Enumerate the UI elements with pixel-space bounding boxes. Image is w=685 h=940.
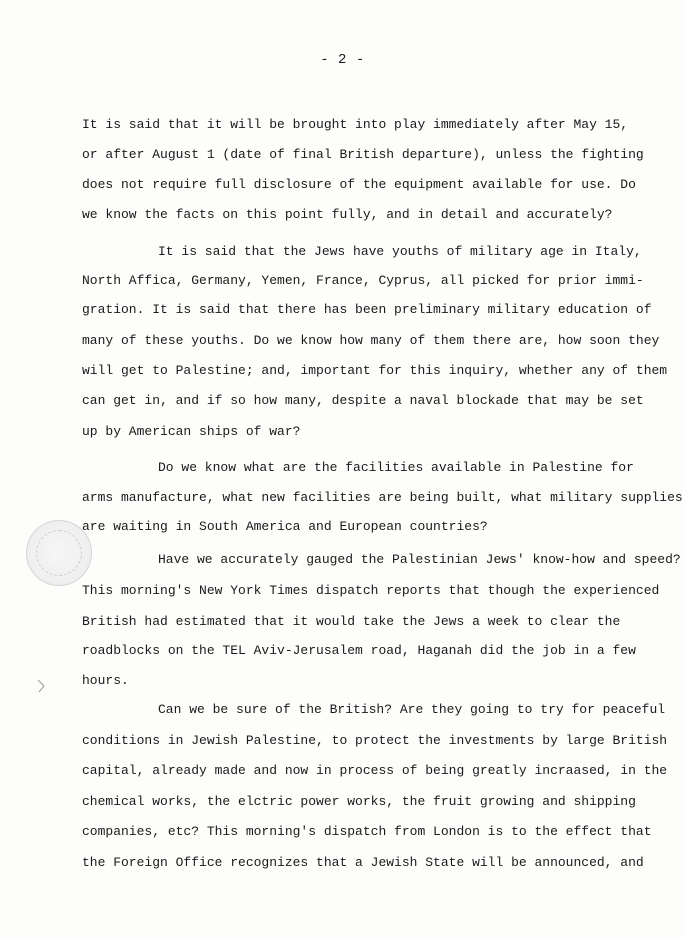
text-line-3: does not require full disclosure of the equipment available for use. Do <box>82 177 636 192</box>
text-line-1: It is said that it will be brought into play immediately after May 15, <box>82 117 629 132</box>
text-line-13: arms manufacture, what new facilities are being built, what military supplies <box>82 490 683 505</box>
text-line-15: Have we accurately gauged the Palestinian Jews' know-how and speed? <box>158 552 681 567</box>
text-line-25: the Foreign Office recognizes that a Jewish State will be announced, and <box>82 855 644 870</box>
text-line-7: gration. It is said that there has been preliminary military education of <box>82 302 652 317</box>
text-line-10: can get in, and if so how many, despite a naval blockade that may be set <box>82 393 644 408</box>
text-line-21: conditions in Jewish Palestine, to protect the investments by large British <box>82 733 668 748</box>
text-line-23: chemical works, the elctric power works, the fruit growing and shipping <box>82 794 636 809</box>
page-number: - 2 - <box>320 52 365 68</box>
text-line-20: Can we be sure of the British? Are they going to try for peaceful <box>158 702 666 717</box>
text-line-19: hours. <box>82 673 129 688</box>
text-line-16: This morning's New York Times dispatch reports that though the experienced <box>82 583 660 598</box>
margin-mark <box>36 678 46 696</box>
text-line-24: companies, etc? This morning's dispatch from London is to the effect that <box>82 824 652 839</box>
text-line-11: up by American ships of war? <box>82 424 301 439</box>
text-line-8: many of these youths. Do we know how many of them there are, how soon they <box>82 333 660 348</box>
text-line-14: are waiting in South America and European countries? <box>82 519 488 534</box>
text-line-6: North Affica, Germany, Yemen, France, Cyprus, all picked for prior immi- <box>82 273 644 288</box>
library-stamp-ring <box>36 530 82 576</box>
text-line-17: British had estimated that it would take the Jews a week to clear the <box>82 614 621 629</box>
text-line-22: capital, already made and now in process of being greatly incraased, in the <box>82 763 668 778</box>
text-line-4: we know the facts on this point fully, and in detail and accurately? <box>82 207 613 222</box>
text-line-9: will get to Palestine; and, important for this inquiry, whether any of them <box>82 363 668 378</box>
text-line-2: or after August 1 (date of final British departure), unless the fighting <box>82 147 644 162</box>
text-line-5: It is said that the Jews have youths of military age in Italy, <box>158 244 642 259</box>
text-line-18: roadblocks on the TEL Aviv-Jerusalem road, Haganah did the job in a few <box>82 643 636 658</box>
text-line-12: Do we know what are the facilities available in Palestine for <box>158 460 634 475</box>
